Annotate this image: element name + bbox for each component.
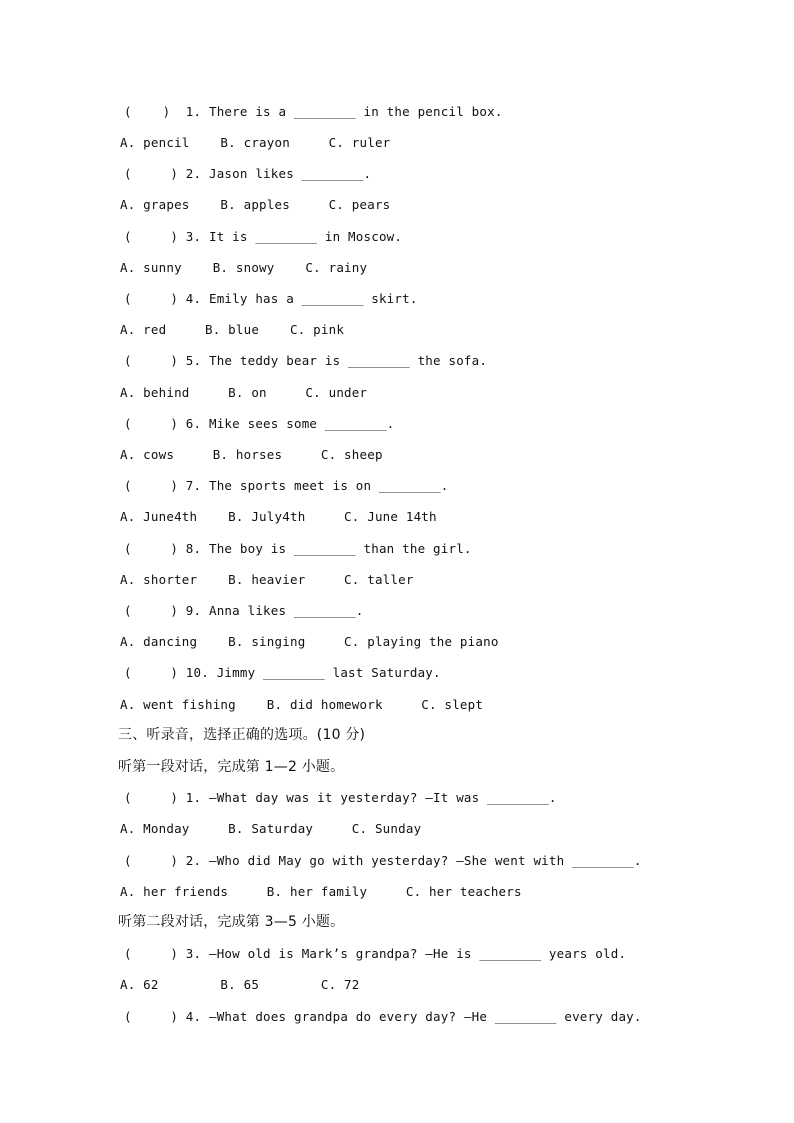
question-8-line: ( ) 8. The boy is ________ than the girl. — [124, 541, 472, 556]
question-10-line: ( ) 10. Jimmy ________ last Saturday. — [124, 665, 441, 680]
question-2-line: ( ) 2. Jason likes ________. — [124, 166, 372, 181]
question-4-options: A. red B. blue C. pink — [120, 322, 345, 337]
question-7-line: ( ) 7. The sports meet is on ________. — [124, 478, 449, 493]
dialogue-1-instruction: 听第一段对话，完成第 1—2 小题。 — [118, 759, 345, 775]
listening-question-1-line: ( ) 1. —What day was it yesterday? —It was ________. — [124, 790, 557, 805]
listening-question-2-line: ( ) 2. —Who did May go with yesterday? —She went with ________. — [124, 853, 642, 868]
question-3-options: A. sunny B. snowy C. rainy — [120, 260, 368, 275]
question-5-line: ( ) 5. The teddy bear is ________ the sofa. — [124, 353, 488, 368]
question-2-options: A. grapes B. apples C. pears — [120, 197, 391, 212]
question-9-options: A. dancing B. singing C. playing the piano — [120, 634, 499, 649]
question-6-options: A. cows B. horses C. sheep — [120, 447, 383, 462]
question-4-line: ( ) 4. Emily has a ________ skirt. — [124, 291, 418, 306]
listening-question-1-options: A. Monday B. Saturday C. Sunday — [120, 821, 422, 836]
question-8-options: A. shorter B. heavier C. taller — [120, 572, 414, 587]
question-10-options: A. went fishing B. did homework C. slept — [120, 697, 484, 712]
question-5-options: A. behind B. on C. under — [120, 385, 368, 400]
listening-question-2-options: A. her friends B. her family C. her teachers — [120, 884, 522, 899]
question-6-line: ( ) 6. Mike sees some ________. — [124, 416, 395, 431]
question-1-line: ( ) 1. There is a ________ in the pencil box. — [124, 104, 503, 119]
question-9-line: ( ) 9. Anna likes ________. — [124, 603, 364, 618]
section-3-heading: 三、听录音，选择正确的选项。(10 分) — [118, 727, 366, 743]
listening-question-3-options: A. 62 B. 65 C. 72 — [120, 977, 360, 992]
dialogue-2-instruction: 听第二段对话，完成第 3—5 小题。 — [118, 914, 345, 930]
question-3-line: ( ) 3. It is ________ in Moscow. — [124, 229, 403, 244]
question-1-options: A. pencil B. crayon C. ruler — [120, 135, 391, 150]
question-7-options: A. June4th B. July4th C. June 14th — [120, 509, 437, 524]
listening-question-3-line: ( ) 3. —How old is Mark’s grandpa? —He is ________ years old. — [124, 946, 627, 961]
listening-question-4-line: ( ) 4. —What does grandpa do every day? —He ________ every day. — [124, 1009, 642, 1024]
